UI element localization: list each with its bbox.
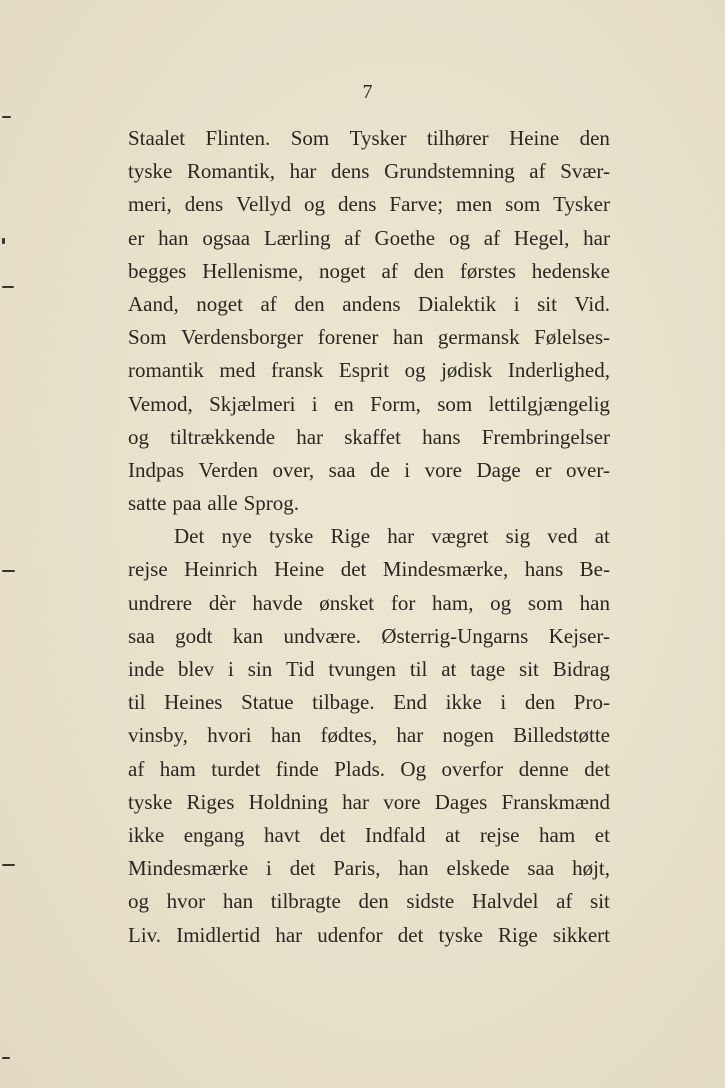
word: af <box>260 291 277 316</box>
word: Dage <box>476 457 521 482</box>
word: har <box>396 723 424 748</box>
word: de <box>369 457 390 482</box>
word: forener <box>317 325 379 350</box>
word: saa <box>328 457 356 482</box>
word: Form, <box>370 391 421 416</box>
word: Og <box>400 756 427 781</box>
word: End <box>393 690 428 715</box>
word: af <box>381 258 398 283</box>
margin-tick-mark <box>2 238 5 244</box>
word: som <box>527 590 563 615</box>
word: Som <box>290 126 330 150</box>
word: havde <box>252 590 303 615</box>
word: havt <box>263 822 301 847</box>
text-line <box>128 852 610 885</box>
word: dens <box>330 159 370 184</box>
word: begges <box>128 258 187 283</box>
word: ved <box>547 524 578 549</box>
word: har <box>289 159 317 184</box>
word: Tid <box>286 657 315 681</box>
word: Vid. <box>574 291 610 316</box>
word: i <box>513 291 520 316</box>
word: det <box>319 822 346 847</box>
text-line <box>128 686 610 719</box>
word: ønsket <box>319 590 375 615</box>
word: ham <box>159 756 196 781</box>
word: inde <box>128 657 165 681</box>
word: har <box>342 789 369 814</box>
text-line-paragraph-start <box>128 520 610 553</box>
word: i <box>228 657 234 681</box>
word: og <box>448 225 470 250</box>
text-line <box>128 122 610 155</box>
word: tage <box>470 657 506 681</box>
word: det <box>397 922 424 947</box>
word: meri, <box>128 192 172 217</box>
word: Paris, <box>333 856 381 881</box>
word: ham, <box>432 590 474 615</box>
word: sit <box>519 657 539 681</box>
word: nogen <box>442 723 494 748</box>
word: skaffet <box>344 424 401 449</box>
word: sig <box>505 524 531 549</box>
word: andens <box>342 291 401 316</box>
word: Halvdel <box>471 889 539 914</box>
word: han <box>398 856 429 881</box>
word: Vellyd <box>236 192 291 217</box>
word: ikke <box>445 690 482 715</box>
text-line <box>128 454 610 487</box>
word: finde <box>275 756 319 781</box>
text-line <box>128 155 610 188</box>
word: elskede <box>446 856 510 881</box>
word: en <box>333 391 354 416</box>
word: er <box>535 457 552 482</box>
word: vore <box>383 789 421 814</box>
word: tyske <box>128 159 173 184</box>
word: Holdning <box>248 789 328 814</box>
word: det <box>584 756 610 781</box>
margin-tick-mark <box>2 570 15 572</box>
word: kan <box>232 623 264 648</box>
word: Skjælmeri <box>209 391 296 416</box>
word: Mindesmærke, <box>382 557 509 582</box>
word: Indfald <box>364 822 426 847</box>
word: sit <box>537 291 557 316</box>
word: Goethe <box>374 225 436 250</box>
word: Liv. <box>128 922 162 947</box>
word: Heine <box>509 126 560 150</box>
text-line <box>128 388 610 421</box>
word: vore <box>424 457 462 482</box>
word: noget <box>318 258 366 283</box>
word: rejse <box>479 822 520 847</box>
word: Bidrag <box>552 657 610 681</box>
word: paa <box>172 491 202 516</box>
word: og <box>490 590 512 615</box>
word: er <box>128 225 145 250</box>
word: blev <box>178 657 215 681</box>
word: af <box>128 756 145 781</box>
word: som <box>437 391 473 416</box>
word: hvori <box>207 723 252 748</box>
word: tyske <box>128 789 173 814</box>
word: har <box>387 524 415 549</box>
word: af <box>344 225 361 250</box>
word: hvor <box>166 889 206 914</box>
word: den <box>294 291 325 316</box>
word: har <box>296 424 324 449</box>
word: som <box>505 192 541 217</box>
word: Østerrig-Ungarns <box>381 623 529 648</box>
word: Det <box>174 524 205 549</box>
word: at <box>445 822 461 847</box>
word: alle <box>207 491 238 516</box>
word: Pro- <box>573 690 610 715</box>
word: i <box>266 856 272 881</box>
text-line <box>128 587 610 620</box>
word: af <box>556 889 573 914</box>
word: Riges <box>186 789 235 814</box>
word: noget <box>196 291 243 316</box>
word: tvungen <box>328 657 396 681</box>
word: i <box>311 391 318 416</box>
word: vægret <box>431 524 489 549</box>
text-line <box>128 919 610 952</box>
word: Grundstemning <box>384 159 515 184</box>
word: tyske <box>438 922 483 947</box>
word: hedenske <box>531 258 610 283</box>
word: vinsby, <box>128 723 188 748</box>
word: tiltrækkende <box>170 424 276 449</box>
word: Billedstøtte <box>513 723 610 748</box>
word: Verdensborger <box>181 325 304 350</box>
text-line-paragraph-end <box>128 487 610 520</box>
word: Indpas <box>128 457 184 482</box>
word: Be- <box>579 557 610 582</box>
word: Farve; <box>389 192 444 217</box>
word: og <box>303 192 325 217</box>
text-line <box>128 753 610 786</box>
word: dens <box>184 192 224 217</box>
word: hans <box>524 557 564 582</box>
word: over- <box>566 457 610 482</box>
word: og <box>128 424 149 449</box>
page-number: 7 <box>362 81 373 103</box>
word: Aand, <box>128 291 179 316</box>
word: satte <box>128 491 167 516</box>
word: hans <box>422 424 461 449</box>
word: Flinten. <box>205 126 271 150</box>
word: den <box>524 690 556 715</box>
word: germansk <box>437 325 520 350</box>
word: saa <box>527 856 555 881</box>
word: denne <box>518 756 569 781</box>
word: det <box>340 557 367 582</box>
word: den <box>413 258 445 283</box>
word: undvære. <box>283 623 362 648</box>
word: i <box>404 457 411 482</box>
word: Mindesmærke <box>128 856 249 881</box>
word: har <box>583 225 610 250</box>
word: Hellenisme, <box>202 258 304 283</box>
text-line <box>128 819 610 852</box>
word: lettilgjængelig <box>488 391 610 416</box>
word: ham <box>539 822 576 847</box>
word: Imidlertid <box>176 922 261 947</box>
word: sikkert <box>552 922 610 947</box>
word: sidste <box>406 889 455 914</box>
word: han <box>158 225 189 250</box>
word: sin <box>247 657 273 681</box>
word: Svær- <box>560 159 610 184</box>
word: Staalet <box>128 126 186 150</box>
word: han <box>270 723 302 748</box>
word: sit <box>590 889 610 914</box>
word: undrere <box>128 590 193 615</box>
word: Plads. <box>334 756 386 781</box>
word: han <box>579 590 610 615</box>
word: førstes <box>459 258 516 283</box>
word: dèr <box>208 590 236 615</box>
word: ogsaa <box>202 225 251 250</box>
word: Heinrich <box>184 557 258 582</box>
word: og <box>404 358 426 383</box>
word: men <box>456 192 493 217</box>
text-line <box>128 354 610 387</box>
word: turdet <box>211 756 261 781</box>
text-line <box>128 653 610 686</box>
word: Følelses- <box>534 325 610 350</box>
word: af <box>529 159 546 184</box>
word: af <box>483 225 501 250</box>
word: til <box>128 690 146 715</box>
word: fransk <box>270 358 324 383</box>
word: Tysker <box>349 126 407 150</box>
word: i <box>500 690 507 715</box>
text-line <box>128 421 610 454</box>
word: at <box>441 657 457 681</box>
word: Rige <box>330 524 371 549</box>
text-line <box>128 719 610 752</box>
body-text <box>128 122 610 952</box>
word: Romantik, <box>186 159 275 184</box>
word: Rige <box>498 922 538 947</box>
word: dens <box>337 192 377 217</box>
text-line <box>128 321 610 354</box>
word: romantik <box>128 358 204 383</box>
word: Heines <box>164 690 223 715</box>
word: han <box>222 889 254 914</box>
word: den <box>579 126 610 150</box>
word: saa <box>128 623 155 648</box>
text-line <box>128 553 610 586</box>
word: over, <box>272 457 315 482</box>
word: til <box>409 657 428 681</box>
word: tilbragte <box>270 889 341 914</box>
word: og <box>128 889 149 914</box>
word: overfor <box>441 756 504 781</box>
word: tyske <box>268 524 314 549</box>
text-line <box>128 222 610 255</box>
word: ikke <box>128 822 165 847</box>
text-line <box>128 188 610 221</box>
margin-tick-mark <box>2 1057 10 1059</box>
word: Verden <box>198 457 258 482</box>
word: Sprog. <box>243 491 300 516</box>
word: Esprit <box>338 358 390 383</box>
word: Inderlighed, <box>507 358 610 383</box>
word: Lærling <box>263 225 331 250</box>
text-line <box>128 786 610 819</box>
word: nye <box>221 524 252 549</box>
word: Frembringelser <box>481 424 610 449</box>
word: Dages <box>434 789 488 814</box>
word: har <box>275 922 303 947</box>
word: jødisk <box>441 358 493 383</box>
text-line <box>128 620 610 653</box>
margin-tick-mark <box>2 864 15 866</box>
word: Dialektik <box>418 291 497 316</box>
word: Franskmænd <box>501 789 610 814</box>
word: for <box>390 590 416 615</box>
word: med <box>219 358 256 383</box>
word: han <box>393 325 424 350</box>
word: Som <box>128 325 167 350</box>
word: udenfor <box>317 922 383 947</box>
word: tilhører <box>426 126 489 150</box>
word: Tysker <box>553 192 610 217</box>
word: godt <box>175 623 213 648</box>
word: højt, <box>572 856 610 881</box>
word: rejse <box>128 557 168 582</box>
word: tilbage. <box>312 690 375 715</box>
word: Hegel, <box>513 225 570 250</box>
word: et <box>594 822 610 847</box>
word: den <box>358 889 389 914</box>
text-line <box>128 885 610 918</box>
word: fødtes, <box>320 723 378 748</box>
text-line <box>128 288 610 321</box>
word: engang <box>183 822 245 847</box>
margin-tick-mark <box>2 116 11 118</box>
word: Statue <box>241 690 294 715</box>
margin-tick-mark <box>2 286 14 288</box>
text-line <box>128 255 610 288</box>
word: Kejser- <box>548 623 610 648</box>
word: Heine <box>274 557 325 582</box>
word: det <box>289 856 316 881</box>
word: Vemod, <box>128 391 193 416</box>
word: at <box>594 524 610 549</box>
